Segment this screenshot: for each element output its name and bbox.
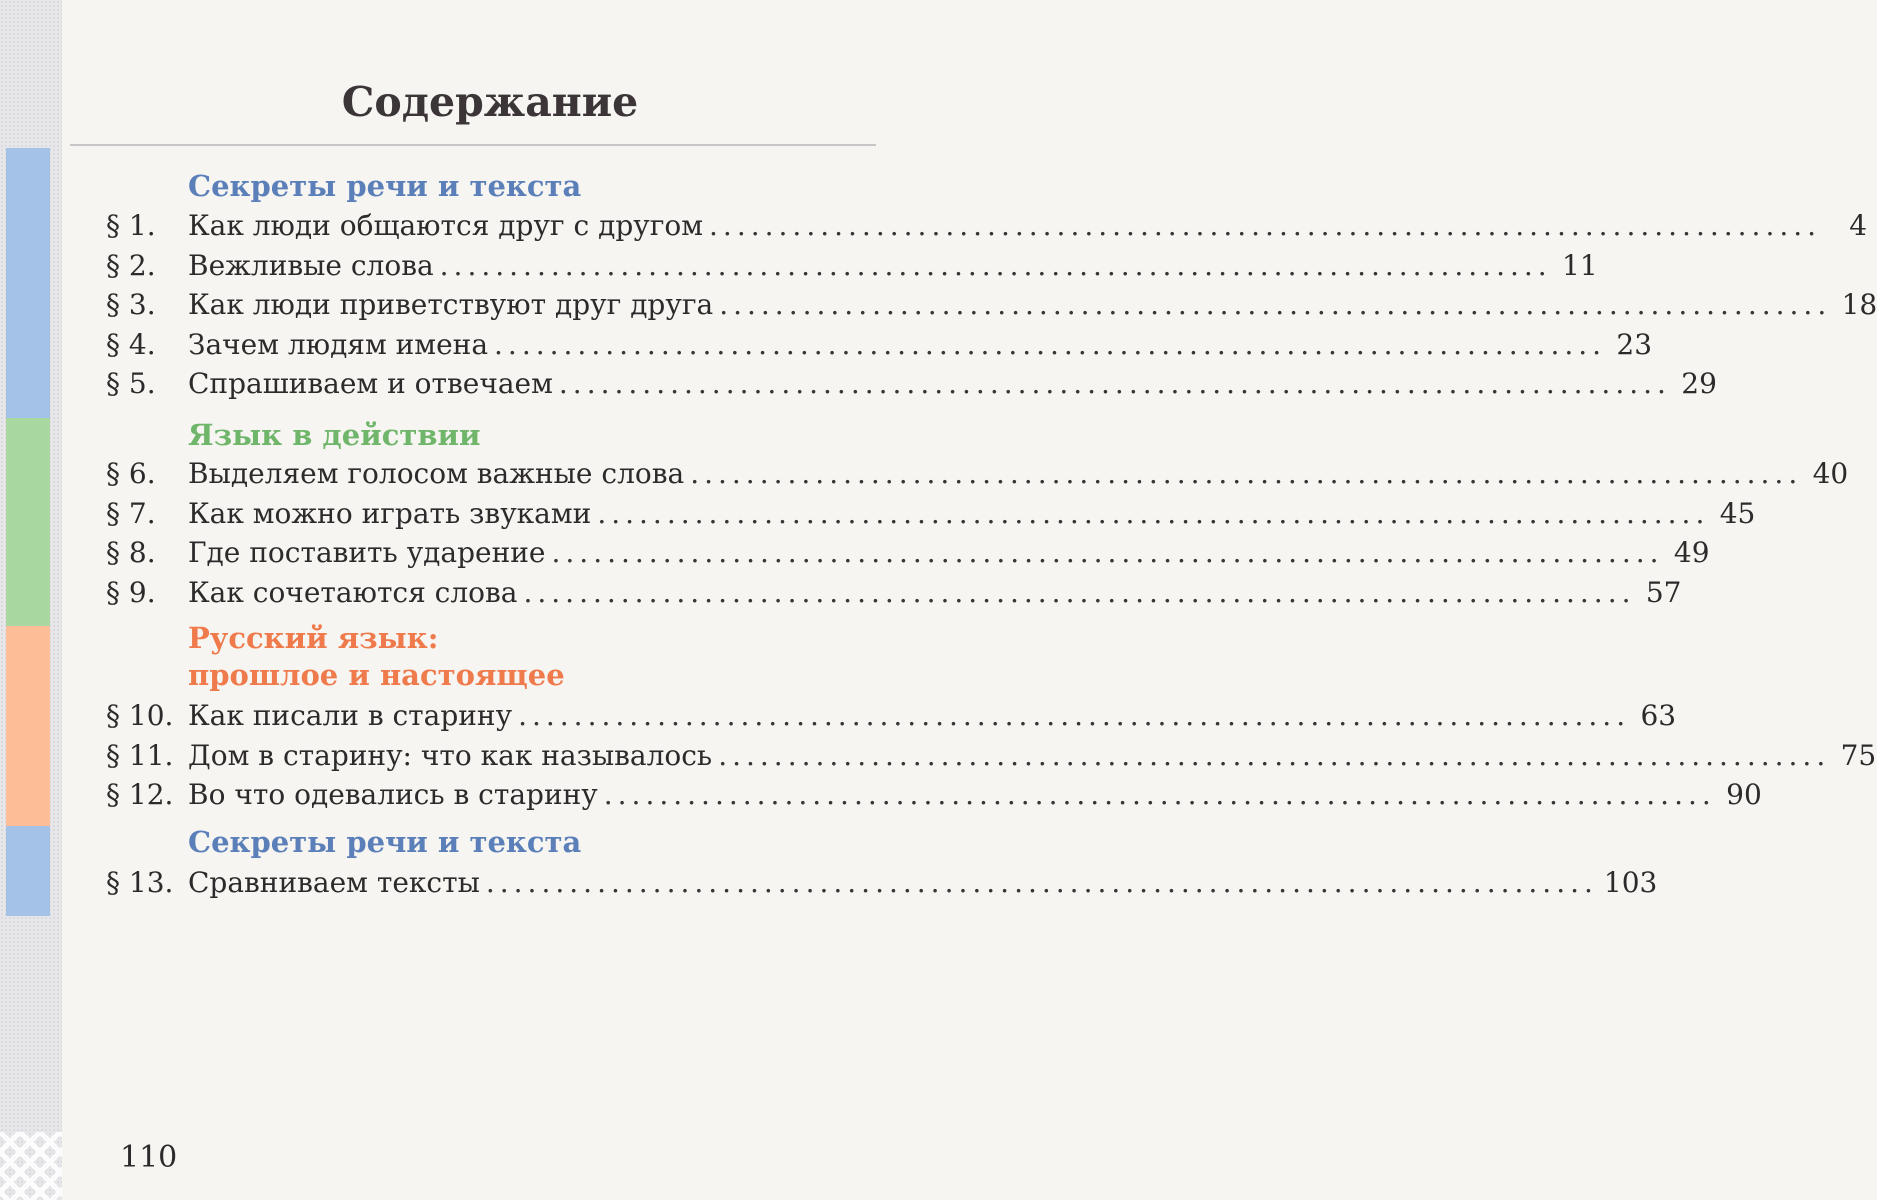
- dot-leader: ................................................................................: [690, 457, 1803, 490]
- dot-leader: ................................................................................: [719, 288, 1832, 321]
- entry-title: Где поставить ударение: [188, 536, 546, 569]
- entry-page-number: 90: [1726, 778, 1762, 811]
- section-strip-blue: [6, 148, 50, 418]
- entry-title: Сравниваем тексты: [188, 866, 480, 899]
- section-heading: [188, 417, 481, 454]
- entry-title: Дом в старину: что как называлось: [188, 738, 713, 772]
- paragraph-number: § 12.: [106, 778, 174, 811]
- entry-title: Как люди общаются друг с другом: [188, 209, 704, 242]
- dot-leader: ................................................................................: [597, 496, 1710, 530]
- section-strip-green: [6, 418, 50, 626]
- section-heading-line: Русский язык:: [188, 621, 439, 655]
- entry-page-number: 4: [1849, 209, 1868, 242]
- entry-title: Как люди приветствуют друг друга: [188, 288, 714, 321]
- toc-entry: [106, 864, 1658, 902]
- toc-entry: [106, 286, 1877, 324]
- paragraph-number: § 9.: [106, 575, 156, 609]
- toc-entry: [106, 207, 1868, 245]
- entry-page-number: 57: [1645, 575, 1682, 609]
- entry-title: Как сочетаются слова: [188, 575, 518, 609]
- entry-page-number: 11: [1562, 248, 1598, 282]
- dot-leader: ................................................................................: [709, 209, 1822, 242]
- paragraph-number: § 6.: [106, 457, 156, 490]
- section-strip-blue-2: [6, 826, 50, 916]
- paragraph-number: § 1.: [106, 209, 156, 242]
- paragraph-number: § 7.: [106, 496, 156, 530]
- section-heading: [188, 168, 581, 205]
- toc-entry: [106, 455, 1849, 493]
- entry-page-number: 103: [1603, 866, 1658, 899]
- page-number: 110: [120, 1140, 178, 1175]
- section-heading: [188, 620, 565, 694]
- dot-leader: ................................................................................: [518, 699, 1631, 732]
- dot-leader: ................................................................................: [551, 536, 1664, 569]
- entry-page-number: 49: [1673, 536, 1710, 569]
- dot-leader: ................................................................................: [485, 866, 1598, 899]
- section-strip-orange: [6, 626, 50, 826]
- toc-entry: [106, 326, 1653, 364]
- toc-entry: [106, 534, 1710, 572]
- dot-leader: ................................................................................: [718, 738, 1831, 772]
- entry-page-number: 40: [1812, 457, 1849, 490]
- toc-entry: [106, 776, 1762, 814]
- toc-entry: [106, 365, 1717, 403]
- paragraph-number: § 11.: [106, 738, 174, 772]
- entry-page-number: 18: [1841, 288, 1877, 321]
- entry-title: Как писали в старину: [188, 699, 513, 732]
- dot-leader: ................................................................................: [494, 327, 1607, 361]
- toc-entry: [106, 495, 1756, 533]
- corner-ornament-icon: [0, 1132, 62, 1200]
- paragraph-number: § 10.: [106, 699, 174, 732]
- paragraph-number: § 5.: [106, 367, 156, 400]
- entry-title: Во что одевались в старину: [188, 778, 598, 811]
- paragraph-number: § 13.: [106, 866, 174, 899]
- entry-page-number: 23: [1616, 327, 1653, 361]
- entry-page-number: 75: [1840, 738, 1877, 772]
- toc-entry: [106, 247, 1598, 285]
- page-title: Содержание: [341, 78, 639, 126]
- entry-title: Выделяем голосом важные слова: [188, 457, 685, 490]
- left-margin-band: [0, 0, 62, 1200]
- dot-leader: ................................................................................: [558, 367, 1671, 400]
- entry-title: Как можно играть звуками: [188, 496, 592, 530]
- dot-leader: ................................................................................: [523, 575, 1636, 609]
- section-heading-line: Секреты речи и текста: [188, 169, 582, 203]
- entry-page-number: 63: [1640, 699, 1677, 732]
- section-heading-line: Секреты речи и текста: [188, 825, 582, 859]
- entry-title: Вежливые слова: [188, 248, 434, 282]
- title-divider: [70, 144, 876, 146]
- dot-leader: ................................................................................: [603, 778, 1716, 811]
- toc-entry: [106, 697, 1677, 735]
- section-heading-line: Язык в действии: [188, 418, 481, 452]
- section-heading-line: прошлое и настоящее: [188, 658, 565, 692]
- entry-page-number: 29: [1681, 367, 1717, 400]
- entry-page-number: 45: [1719, 496, 1756, 530]
- paragraph-number: § 8.: [106, 536, 156, 569]
- paragraph-number: § 2.: [106, 248, 156, 282]
- toc-entry: [106, 574, 1682, 612]
- paragraph-number: § 4.: [106, 327, 156, 361]
- paragraph-number: § 3.: [106, 288, 156, 321]
- entry-title: Зачем людям имена: [188, 327, 489, 361]
- entry-title: Спрашиваем и отвечаем: [188, 367, 553, 400]
- dot-leader: ................................................................................: [439, 248, 1552, 282]
- toc-entry: [106, 737, 1877, 775]
- section-heading: [188, 824, 581, 861]
